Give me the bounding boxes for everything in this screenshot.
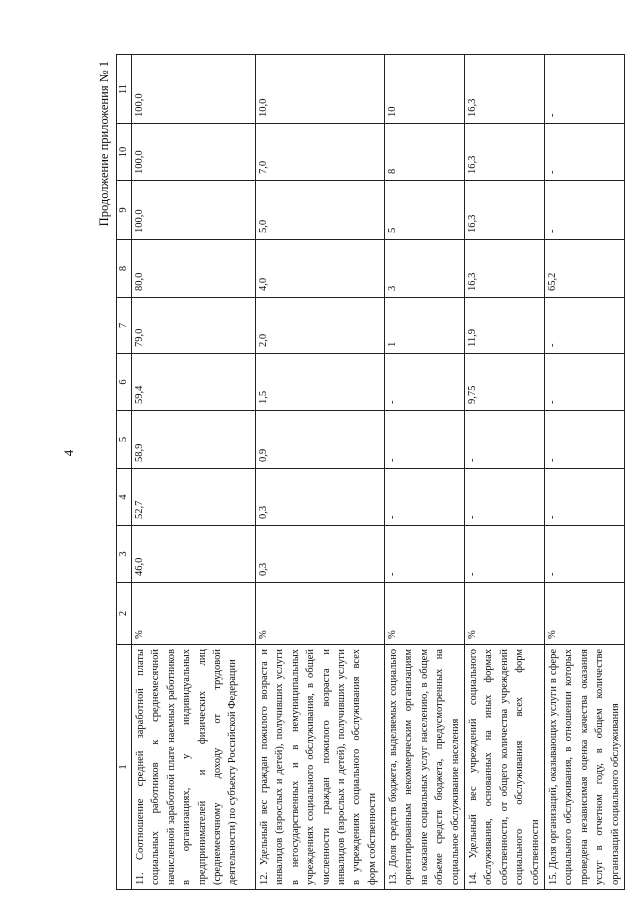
column-number: 1 <box>117 645 132 890</box>
indicator-value: 16,3 <box>465 124 545 181</box>
indicator-value: 10 <box>385 55 465 124</box>
rotated-table-block <box>96 55 621 890</box>
indicators-table <box>116 54 625 890</box>
indicator-unit: % <box>545 583 625 645</box>
indicator-unit: % <box>465 583 545 645</box>
column-number: 5 <box>117 411 132 469</box>
indicator-value: 0,3 <box>256 526 385 583</box>
indicator-value: - <box>545 526 625 583</box>
column-number: 7 <box>117 298 132 354</box>
indicator-description: 13. Доля средств бюджета, выделяемых социально ориентированным некоммерческим организациям на оказание социальных услуг населению, в общем объеме средств бюджета, предусмотренных на социальное обслуживание населения <box>385 645 465 890</box>
table-row <box>256 55 385 890</box>
indicator-value: - <box>545 469 625 526</box>
column-number: 8 <box>117 240 132 298</box>
indicator-value: 100,0 <box>132 181 256 240</box>
table-row <box>385 55 465 890</box>
indicator-value: - <box>385 411 465 469</box>
indicator-value: 8 <box>385 124 465 181</box>
indicator-value: - <box>545 55 625 124</box>
column-number: 3 <box>117 526 132 583</box>
indicator-value: - <box>545 124 625 181</box>
column-number: 10 <box>117 124 132 181</box>
indicator-value: 1,5 <box>256 354 385 411</box>
indicator-value: - <box>385 469 465 526</box>
indicator-value: 58,9 <box>132 411 256 469</box>
column-number: 6 <box>117 354 132 411</box>
indicator-unit: % <box>132 583 256 645</box>
table-row <box>465 55 545 890</box>
indicator-value: 52,7 <box>132 469 256 526</box>
indicator-value: 10,0 <box>256 55 385 124</box>
column-number: 11 <box>117 55 132 124</box>
indicator-description: 11. Соотношение средней заработной платы социальных работников к среднемесячной начисленной заработной плате наемных работников в организациях, у индивидуальных предпринимателей и физических лиц (среднемесячному доходу от трудовой деятельности) по субъекту Российской Федерации <box>132 645 256 890</box>
page-number: 4 <box>61 449 76 457</box>
indicator-value: 16,3 <box>465 181 545 240</box>
indicator-value: 0,9 <box>256 411 385 469</box>
indicator-value: 16,3 <box>465 55 545 124</box>
indicator-unit: % <box>256 583 385 645</box>
indicator-value: 0,3 <box>256 469 385 526</box>
table-row <box>545 55 625 890</box>
column-number: 4 <box>117 469 132 526</box>
indicator-value: - <box>465 526 545 583</box>
table-row <box>132 55 256 890</box>
indicator-value: - <box>545 354 625 411</box>
indicator-value: 59,4 <box>132 354 256 411</box>
indicator-value: 100,0 <box>132 124 256 181</box>
indicator-value: 1 <box>385 298 465 354</box>
column-number: 9 <box>117 181 132 240</box>
indicator-value: 3 <box>385 240 465 298</box>
indicator-value: - <box>545 298 625 354</box>
continuation-label: Продолжение приложения № 1 <box>97 61 111 227</box>
indicator-value: 5,0 <box>256 181 385 240</box>
indicator-value: 7,0 <box>256 124 385 181</box>
indicator-value: 79,0 <box>132 298 256 354</box>
indicator-value: 46,0 <box>132 526 256 583</box>
indicator-value: - <box>545 411 625 469</box>
indicator-value: 16,3 <box>465 240 545 298</box>
indicator-value: 80,0 <box>132 240 256 298</box>
indicator-description: 14. Удельный вес учреждений социального обслуживания, основанных на иных формах собственности, от общего количества учреждений социального обслуживания всех форм собственности <box>465 645 545 890</box>
indicator-value: - <box>385 354 465 411</box>
indicator-value: - <box>465 411 545 469</box>
column-number-row <box>117 55 132 890</box>
indicator-value: 5 <box>385 181 465 240</box>
indicator-value: 11,9 <box>465 298 545 354</box>
indicator-unit: % <box>385 583 465 645</box>
indicator-description: 15. Доля организаций, оказывающих услуги в сфере социального обслуживания, в отношении которых проведена независимая оценка качества оказания услуг в отчетном году, в общем количестве организаций социального обслуживания <box>545 645 625 890</box>
indicator-value: 4,0 <box>256 240 385 298</box>
indicator-value: - <box>385 526 465 583</box>
indicator-value: 9,75 <box>465 354 545 411</box>
column-number: 2 <box>117 583 132 645</box>
indicator-value: 100,0 <box>132 55 256 124</box>
indicator-value: - <box>465 469 545 526</box>
indicator-description: 12. Удельный вес граждан пожилого возраста и инвалидов (взрослых и детей), получивших услуги в негосударственных и в немуниципальных учреждениях социального обслуживания, в общей численности граждан пожилого возраста и инвалидов (взрослых и детей), получивших услуги в учреждениях социального обслуживания всех форм собственности <box>256 645 385 890</box>
indicator-value: 65,2 <box>545 240 625 298</box>
indicator-value: - <box>545 181 625 240</box>
indicator-value: 2,0 <box>256 298 385 354</box>
